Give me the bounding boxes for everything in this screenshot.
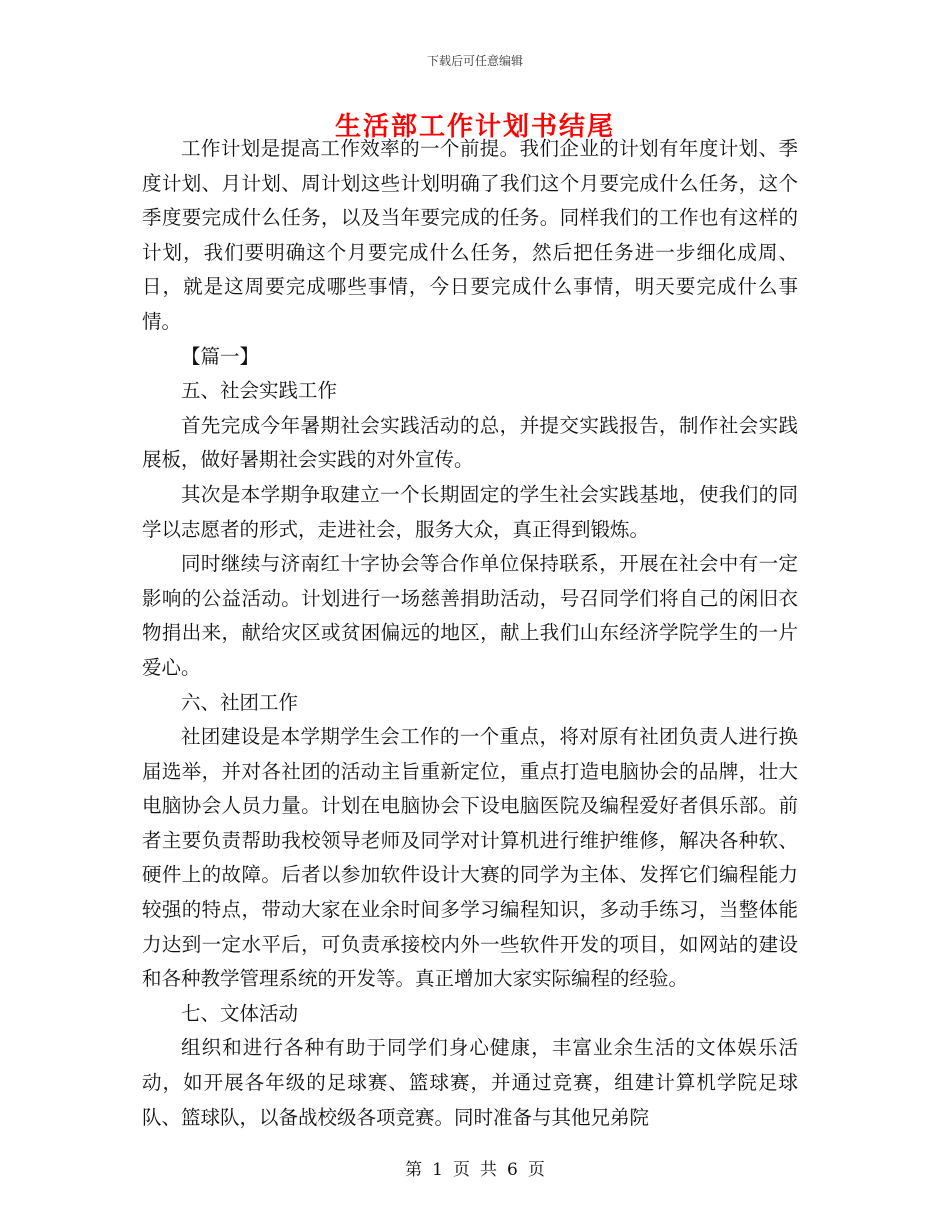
footer-prefix: 第 (405, 1160, 423, 1180)
document-body (142, 132, 798, 1135)
heading-social-practice: 五、社会实践工作 (181, 379, 338, 403)
footer-page-unit: 页 (453, 1160, 470, 1180)
paragraph: 其次是本学期争取建立一个长期固定的学生社会实践基地，使我们的同学以志愿者的形式，走进社会，服务大众，真正得到锻炼。 (142, 482, 798, 541)
total-pages: 6 (507, 1160, 518, 1180)
paragraph: 组织和进行各种有助于同学们身心健康，丰富业余生活的文体娱乐活动，如开展各年级的足球赛、篮球赛，并通过竞赛，组建计算机学院足球队、篮球队，以备战校级各项竞赛。同时准备与其他兄弟院 (142, 1036, 798, 1129)
section-label-part-one: 【篇一】 (181, 344, 260, 368)
paragraph: 同时继续与济南红十字协会等合作单位保持联系，开展在社会中有一定影响的公益活动。计划进行一场慈善捐助活动，号召同学们将自己的闲旧衣物捐出来，献给灾区或贫困偏远的地区，献上我们山东经济学院学生的一片爱心。 (142, 552, 798, 679)
page-footer (0, 1155, 950, 1180)
paragraph-intro: 工作计划是提高工作效率的一个前提。我们企业的计划有年度计划、季度计划、月计划、周计划这些计划明确了我们这个月要完成什么任务，这个季度要完成什么任务，以及当年要完成的任务。同样我们的工作也有这样的计划，我们要明确这个月要完成什么任务，然后把任务进一步细化成周、日，就是这周要完成哪些事情，今日要完成什么事情，明天要完成什么事情。 (142, 137, 798, 333)
page-header-note: 下载后可任意编辑 (426, 54, 523, 68)
page-number: 1 (432, 1160, 443, 1180)
footer-total-unit: 页 (527, 1160, 545, 1180)
paragraph: 首先完成今年暑期社会实践活动的总，并提交实践报告，制作社会实践展板，做好暑期社会实践的对外宣传。 (142, 413, 798, 472)
document-title: 生活部工作计划书结尾 (334, 112, 615, 142)
paragraph: 社团建设是本学期学生会工作的一个重点，将对原有社团负责人进行换届选举，并对各社团的活动主旨重新定位，重点打造电脑协会的品牌，壮大电脑协会人员力量。计划在电脑协会下设电脑医院及编程爱好者俱乐部。前者主要负责帮助我校领导老师及同学对计算机进行维护维修，解决各种软、硬件上的故障。后者以参加软件设计大赛的同学为主体、发挥它们编程能力较强的特点，带动大家在业余时间多学习编程知识，多动手练习，当整体能力达到一定水平后，可负责承接校内外一些软件开发的项目，如网站的建设和各种教学管理系统的开发等。真正增加大家实际编程的经验。 (142, 725, 798, 991)
heading-club-work: 六、社团工作 (181, 690, 299, 714)
heading-sports-activities: 七、文体活动 (181, 1001, 299, 1025)
footer-total-prefix: 共 (480, 1160, 497, 1180)
